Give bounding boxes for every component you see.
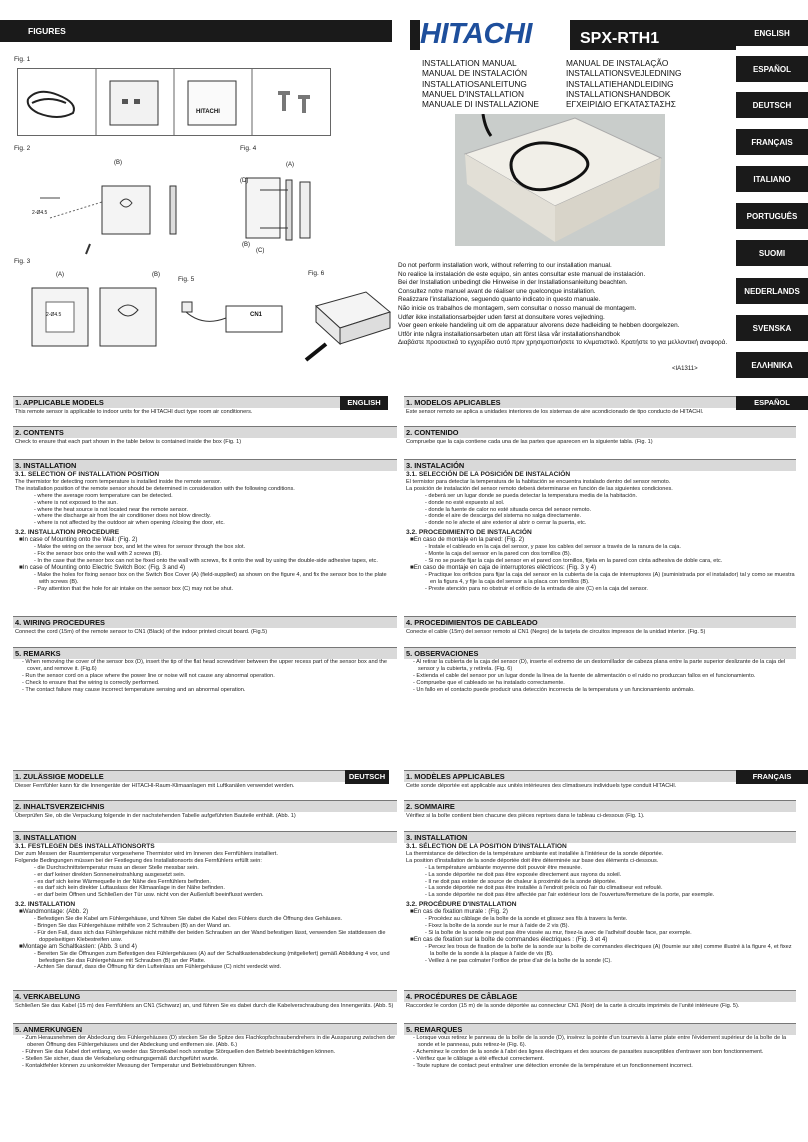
de-s2-text: Überprüfen Sie, ob die Verpackung folgende in der nachstehenden Tabelle aufgeführten Bauteile enthält. (Abb. 1) (15, 813, 296, 819)
fig5-label-cn1: CN1 (250, 312, 263, 318)
lang-tab-suomi[interactable] (736, 240, 808, 266)
es-s32a: ■En caso de montaje en la pared: (Fig. 2) (410, 536, 525, 544)
fr-s5-item: - Toute rupture de contact peut entraîner une détection erronée de la température et un fonctionnement incorrect. (413, 1062, 693, 1069)
warning-line: Não inicie os trabalhos de montagem, sem consultar o nosso manual de montagem. (398, 304, 637, 312)
fig1-box (17, 68, 331, 136)
fig2-label-2m: 2-Ø4.5 (32, 210, 48, 216)
warning-line: Udfør ikke installationsarbejder uden først at donsultere vores vejledning. (398, 313, 605, 321)
es-s32-item: - Preste atención para no obstruir el orificio de la entrada de aire (C) en la caja del sensor. (425, 585, 648, 592)
fig1-drawing (18, 69, 330, 135)
fr-s32a: ■En cas de fixation murale : (Fig. 2) (410, 908, 508, 916)
es-s32-header: 3.2. PROCEDIMIENTO DE INSTALACIÓN (406, 529, 532, 537)
model-number: SPX-RTH1 (580, 30, 660, 47)
lang-tab-italiano[interactable] (736, 166, 808, 192)
de-s31-header: 3.1. FESTLEGEN DES INSTALLATIONSORTS (15, 843, 155, 850)
lang-tab-label: ITALIANO (753, 174, 791, 184)
lang-tab-label: FRANÇAIS (751, 137, 793, 147)
german-column (13, 770, 345, 792)
fr-s32-header: 3.2. PROCÉDURE D'INSTALLATION (406, 901, 517, 909)
spanish-column-e (404, 647, 796, 694)
es-s5-header: 5. OBSERVACIONES (404, 647, 796, 659)
en-s2-text: Check to ensure that each part shown in the table below is contained inside the box (Fig. 1) (15, 439, 242, 445)
fig2-drawing (20, 158, 195, 258)
spanish-column-c (404, 459, 796, 592)
fr-s5-item: - Acheminez le cordon de la sonde à l'abri des lignes électriques et des sources de parasites susceptibles d'entraver son bon fonctionnement. (413, 1048, 764, 1055)
de-s5-item: - Kontaktfehler können zu unkorrekter Messung der Temperatur und Betriebsstörungen führen. (22, 1062, 257, 1069)
en-s5-item: - The contact failure may cause incorrect temperature sensing and an abnormal operation. (22, 686, 246, 693)
fig1-label: Fig. 1 (14, 56, 31, 63)
fr-s31a: La thermistance de détection de la température ambiante est installée à l'intérieur de la sonde déportée. (406, 850, 664, 857)
de-s31-item: - die Durchschnittstemperatur muss an dieser Stelle messbar sein. (34, 864, 199, 871)
es-s32-item: - Instale el cableado en la caja del sensor, y pase los cables del sensor a través de la ranura de la caja. (425, 544, 681, 551)
fig4-label-a: (A) (286, 162, 294, 168)
es-s32-item: - Si no se puede fijar la caja del sensor en el pared con tornillos, fíjela en la pared con cinta adhesiva de doble cara, etc. (425, 557, 723, 564)
warning-line: Consultez notre manuel avant de réaliser une quelconque installation. (398, 287, 596, 295)
de-s5-item: - Zum Herausnehmen der Abdeckung des Fühlergehäuses (D) stecken Sie die Spitze des Flachkopfschraubendrehers in die Aussparung zwischen der oberen Öffnung des Fühlergehäuses und der Abdeckung und entfernen sie. (Abb. 6.) (22, 1035, 396, 1048)
fig4-label-d: (D) (240, 178, 249, 184)
es-s5-item: - Un fallo en el contacto puede producir una detección incorrecta de la temperatura y un funcionamiento anómalo. (413, 686, 695, 693)
es-s31-item: - donde la fuente de calor no esté situada cerca del sensor remoto. (425, 506, 592, 513)
warning-line: Do not perform installation work, without referring to our installation manual. (398, 262, 612, 269)
en-s5-item: - Check to ensure that the wiring is correctly performed. (22, 679, 160, 686)
manual-title: INSTALLATIOSANLEITUNG (422, 78, 527, 89)
es-s4-text: Conecte el cable (15m) del sensor remoto al CN1 (Negro) de la tarjeta de circuitos impresos de la unidad interior. (Fig. 5) (406, 629, 706, 635)
german-column-c (13, 831, 397, 971)
francais-tag: FRANÇAIS (736, 770, 808, 784)
de-s1-text: Dieser Fernfühler kann für die Innengeräte der HITACHI-Raum-Klimaanlagen mit Luftkanälen verwendet werden. (15, 783, 295, 789)
en-s5-header: 5. REMARKS (13, 647, 397, 659)
deutsch-tag: DEUTSCH (345, 770, 389, 784)
en-s3-header: 3. INSTALLATION (13, 459, 397, 471)
de-s4-text: Schließen Sie das Kabel (15 m) des Fernfühlers an CN1 (Schwarz) an, und führen Sie es dabei durch die Kabelverschraubung des Innengeräts. (Abb. 5) (15, 1003, 394, 1009)
es-s2-text: Compruebe que la caja contiene cada una de las partes que aparecen en la siguiente tabla. (Fig. 1) (406, 439, 653, 445)
de-s2-header: 2. INHALTSVERZEICHNIS (13, 800, 397, 812)
en-s32a: ■In case of Mounting onto the Wall: (Fig. 2) (19, 536, 138, 544)
es-s31b: La posición de instalación del sensor remoto deberá determinarse en función de las siguientes condiciones. (406, 485, 673, 492)
spanish-column (404, 396, 736, 418)
de-s31-item: - es darf sich keine Wärmequelle in der Nähe des Fernfühlers befinden. (34, 878, 211, 885)
lang-tab-english[interactable] (736, 20, 808, 46)
fig1-brand-small: HITACHI (196, 109, 220, 115)
english-column-e (13, 647, 397, 694)
de-s31a: Der zum Messen der Raumtemperatur vorgesehene Thermistor wird im Inneren des Fernfühlers installiert. (15, 850, 278, 857)
lang-tab-svenska[interactable] (736, 315, 808, 341)
de-s4-header: 4. VERKABELUNG (13, 990, 397, 1002)
fr-s32-item: - Si la boîte de la sonde ne peut pas être vissée au mur, fixez-la avec de l'adhésif double face, par exemple. (425, 929, 692, 936)
es-s1-header: 1. MODELOS APLICABLES (404, 396, 736, 408)
fig3-drawing (20, 270, 180, 360)
lang-tab-label: ENGLISH (754, 28, 790, 38)
spanish-column-b (404, 426, 796, 448)
fig4-label: Fig. 4 (240, 145, 257, 152)
fr-s31-item: - La sonde déportée ne doit pas être affectée par l'air extérieur lors de l'ouverture/fermeture de la porte, par exemple. (425, 892, 715, 899)
figures-label: FIGURES (28, 26, 66, 36)
espanol-tag: ESPAÑOL (736, 396, 808, 410)
de-s31-item: - er darf keiner direkten Sonneneinstrahlung ausgesetzt sein. (34, 871, 186, 878)
fr-s32-item: - Veillez à ne pas colmater l'orifice de prise d'air de la boîte de la sonde (C). (425, 957, 612, 964)
en-s1-header: 1. APPLICABLE MODELS (13, 396, 340, 408)
es-s32c: ■En caso de montaje en caja de interruptores eléctricos: (Fig. 3 y 4) (410, 563, 597, 571)
warning-line: Realizzare l'installazione, seguendo quanto indicato in questo manuale. (398, 296, 601, 304)
fr-s32-item: - Procédez au câblage de la boîte de la sonde et glissez ses fils à travers la fente. (425, 916, 628, 923)
en-s31-item: - where the heat source is not located near the remote sensor. (34, 506, 188, 513)
lang-tab-portugues[interactable] (736, 203, 808, 229)
es-s5-item: - Compruebe que el cableado se ha instalado correctamente. (413, 679, 565, 686)
en-s31b: The installation position of the remote sensor should be determined in consideration with the following conditions. (15, 485, 295, 492)
fr-s32-item: - Percez les trous de fixation de la boîte de la sonde sur la boîte de commandes électriques (A) (fournie sur site) comme illustré à la figure 4, et fixez la boîte de la sonde à la plaque à l'aide de vis (B). (425, 943, 792, 957)
lang-tab-nederlands[interactable] (736, 278, 808, 304)
de-s5-item: - Führen Sie das Kabel dort entlang, wo weder das Stromkabel noch sonstige Störquellen den Betrieb beeinträchtigen können. (22, 1048, 336, 1055)
en-s32-item: - Make the wiring on the sensor box, and let the wires for sensor through the box slot. (34, 544, 246, 551)
de-s1-header: 1. ZULÄSSIGE MODELLE (13, 770, 345, 782)
manual-title: MANUALE DI INSTALLAZIONE (422, 99, 539, 110)
es-s5-item: - Extienda el cable del sensor por un lugar donde la línea de la fuente de alimentación o el ruido no produzcan fallos en el funcionamiento. (413, 672, 756, 679)
es-s32-item: - Monte la caja del sensor en la pared con dos tornillos (B). (425, 550, 572, 557)
manual-title: INSTALLATIONSHANDBOK (566, 88, 671, 99)
es-s2-header: 2. CONTENIDO (404, 426, 796, 438)
fig5-drawing (180, 288, 300, 348)
fr-s31b: La position d'installation de la sonde déportée doit être déterminée sur base des éléments ci-dessous. (406, 857, 659, 864)
es-s31-item: - donde el aire de descarga del sistema no salga directamente. (425, 513, 582, 520)
fig4-label-b: (B) (242, 242, 250, 248)
fig2-label: Fig. 2 (14, 145, 31, 152)
en-s4-header: 4. WIRING PROCEDURES (13, 616, 397, 628)
de-s32c: ■Montage am Schaltkasten: (Abb. 3 und 4) (19, 942, 137, 950)
manual-title: MANUAL DE INSTALAÇÃO (566, 58, 669, 68)
fig6-drawing (296, 282, 392, 366)
en-s32-item: - Pay attention that the hole for air intake on the sensor box (C) may not be shut. (34, 585, 233, 592)
product-photo (455, 114, 665, 246)
es-s3-header: 3. INSTALACIÓN (404, 459, 796, 471)
french-column-e (404, 1023, 796, 1070)
fig4-drawing (230, 158, 330, 266)
fr-s31-item: - La sonde déportée ne doit pas être installée à l'endroit précis où l'air du climatiseur est refoulé. (425, 885, 663, 892)
manual-title: MANUEL D'INSTALLATION (422, 88, 524, 99)
en-s31-item: - where is not affected by the outdoor air when opening /closing the door, etc. (34, 520, 225, 527)
de-s31-item: - es darf sich kein direkter Luftauslass der Klimaanlage in der Nähe befinden. (34, 885, 225, 892)
de-s32a: ■Wandmontage: (Abb. 2) (19, 908, 89, 916)
manual-title: INSTALLATIEHANDLEIDING (566, 78, 674, 89)
en-s31-item: - where the average room temperature can be detected. (34, 492, 173, 499)
fr-s2-text: Vérifiez si la boîte contient bien chacune des pièces reprises dans le tableau ci-dessous (Fig. 1). (406, 813, 645, 819)
english-column-c (13, 459, 397, 592)
fig4-label-c: (C) (256, 248, 265, 254)
de-s32-item: - Bringen Sie das Fühlergehäuse mithilfe von 2 Schrauben (B) an der Wand an. (34, 922, 231, 929)
fr-s5-item: - Lorsque vous retirez le panneau de la boîte de la sonde (D), insérez la pointe d'un tournevis à lame plate entre l'évidement supérieur de la boîte de la sonde et le panneau, puis retirez-le (Fig. 6). (413, 1035, 787, 1048)
lang-tab-label: NEDERLANDS (744, 286, 800, 296)
lang-tab-label: SVENSKA (752, 323, 792, 333)
warning-block (398, 262, 732, 348)
fr-s4-text: Raccordez le cordon (15 m) de la sonde déportée au connecteur CN1 (Noir) de la carte à circuits imprimés de l'unité intérieure (Fig. 5). (406, 1003, 740, 1009)
german-column-e (13, 1023, 397, 1070)
de-s32-header: 3.2. INSTALLATION (15, 901, 76, 909)
de-s32-item: - Achten Sie darauf, dass die Öffnung für den Lufteinlass am Fühlergehäuse (C) nicht verdeckt wird. (34, 964, 282, 971)
manual-titles-left (422, 58, 572, 109)
es-s32-item: - Practique los orificios para fijar la caja del sensor en la cubierta de la caja de interruptores (A) (suministrada por el instalador) tal y como se muestra en la figura 4, y fije la caja del sensor a la placa con tornillos (B). (425, 571, 795, 585)
en-s32-header: 3.2. INSTALLATION PROCEDURE (15, 529, 120, 537)
lang-tab-label: DEUTSCH (752, 100, 792, 110)
es-s31-item: - deberá ser un lugar donde se pueda detectar la temperatura media de la habitación. (425, 492, 638, 499)
de-s31b: Folgende Bedingungen müssen bei der Festlegung des Installationsorts des Fernfühlers erfüllt sein: (15, 857, 262, 864)
de-s32-item: - Bereiten Sie die Öffnungen zum Befestigen des Fühlergehäuses (A) auf der Schaltkastenabdeckung (mitgeliefert) gemäß Abbildung 4 vor, und befestigen Sie das Fühlergehäuse mit Schrauben (B) an der Platte. (34, 950, 390, 964)
fig3-label: Fig. 3 (14, 258, 31, 265)
en-s32-item: - Fix the sensor box onto the wall with 2 screws (B). (34, 550, 162, 557)
warning-line: Bei der Installation unbedingt die Hinweise in der Installationsanleitung beachten. (398, 279, 628, 287)
en-s32-item: - In the case that the sensor box can not be fixed onto the wall with screws, fix it onto the wall by using the double-side adhesive tapes, etc. (34, 557, 378, 564)
en-s2-header: 2. CONTENTS (13, 426, 397, 438)
fr-s32c: ■En cas de fixation sur la boîte de commandes électriques : (Fig. 3 et 4) (410, 935, 608, 943)
warning-line: Διαβάστε προσεκτικά το εγχειρίδιο αυτό πριν χρησιμοποιήσετε το κλιματιστικό. Κρατήστε το για μελλοντική αναφορά. (398, 339, 728, 347)
brand-logo: HITACHI (420, 18, 532, 50)
german-column-b (13, 800, 397, 822)
en-s31-item: - where the discharge air from the air conditioner does not blow directly. (34, 513, 211, 520)
lang-tab-greek[interactable] (736, 352, 808, 378)
manual-titles-right (566, 58, 736, 109)
fr-s32-item: - Fixez la boîte de la sonde sur le mur à l'aide de 2 vis (B). (425, 922, 570, 929)
en-s5-item: - Run the sensor cord on a place where the power line or noise will not cause any abnormal operation. (22, 672, 275, 679)
en-s1-text: This remote sensor is applicable to indoor units for the HITACHI duct type room air conditioners. (15, 409, 253, 415)
lang-tab-label: PORTUGUÊS (746, 211, 798, 221)
lang-tab-francais[interactable] (736, 129, 808, 155)
figures-header (0, 20, 392, 42)
fig6-label: Fig. 6 (308, 270, 325, 277)
en-s4-text: Connect the cord (15m) of the remote sensor to CN1 (Black) of the indoor printed circuit board. (Fig.5) (15, 629, 268, 635)
lang-tab-deutsch[interactable] (736, 92, 808, 118)
en-s31-item: - where is not exposed to the sun. (34, 499, 118, 506)
es-s31-header: 3.1. SELECCIÓN DE LA POSICIÓN DE INSTALACIÓN (406, 471, 571, 478)
french-column-d (404, 990, 796, 1012)
de-s5-header: 5. ANMERKUNGEN (13, 1023, 397, 1035)
fr-s31-item: - Il ne doit pas exister de source de chaleur à proximité de la sonde déportée. (425, 878, 617, 885)
english-tag: ENGLISH (340, 396, 388, 410)
fr-s3-header: 3. INSTALLATION (404, 831, 796, 843)
english-column-d (13, 616, 397, 638)
fr-s31-item: - La température ambiante moyenne doit pouvoir être mesurée. (425, 864, 583, 871)
english-column (13, 396, 340, 418)
warning-line: Utför inte några installationsarbeten utan att först läsa vår installationshandbok (398, 330, 621, 338)
french-column-b (404, 800, 796, 822)
es-s5-item: - Al retirar la cubierta de la caja del sensor (D), inserte el extremo de un destornillador de cabeza plana entre la parte superior deslizante de la caja del sensor y la cubierta, y retírela. (Fig. 6) (413, 659, 786, 672)
doc-code: <IA1311> (672, 366, 698, 372)
en-s31a: The thermistor for detecting room temperature is installed inside the remote sensor. (15, 478, 222, 485)
de-s3-header: 3. INSTALLATION (13, 831, 397, 843)
manual-title: INSTALLATIONSVEJLEDNING (566, 68, 682, 79)
fr-s31-header: 3.1. SÉLECTION DE LA POSITION D'INSTALLATION (406, 843, 567, 850)
de-s31-item: - er darf beim Öffnen und Schließen der Tür usw. nicht von der Außenluft beeinflusst werden. (34, 892, 264, 899)
fr-s2-header: 2. SOMMAIRE (404, 800, 796, 812)
warning-line: Voer geen enkele handeling uit om de apparatuur alvorens deze hadleiding te hebben doorgelezen. (398, 322, 680, 330)
en-s32-item: - Make the holes for fixing sensor box on the Switch Box Cover (A) (field-supplied) as shown on the figure 4, and fix the sensor box to the plate with screws (B). (34, 571, 387, 585)
fig5-label: Fig. 5 (178, 276, 195, 283)
lang-tab-label: SUOMI (758, 248, 786, 258)
french-column-c (404, 831, 796, 964)
en-s32c: ■In case of Mounting onto Electric Switch Box: (Fig. 3 and 4) (19, 563, 186, 571)
lang-tab-label: ESPAÑOL (752, 64, 792, 74)
es-s31-item: - donde no esté expuesto al sol. (425, 499, 505, 506)
en-s5-item: - When removing the cover of the sensor box (D), insert the tip of the flat head screwdriver between the upper recess part of the sensor box and the cover, and remove it. (Fig.6) (22, 659, 388, 672)
fig3-label-b: (B) (152, 272, 160, 278)
es-s31-item: - donde no le afecte el aire exterior al abrir o cerrar la puerta, etc. (425, 520, 587, 527)
manual-title: ΕΓΧΕΙΡΙΔΙΟ ΕΓΚΑΤΑΣΤΑΣΗΣ (566, 99, 676, 110)
lang-tab-label: ΕΛΛΗΝΙΚΑ (751, 360, 793, 370)
de-s32-item: - Befestigen Sie die Kabel am Fühlergehäuse, und führen Sie dabei die Kabel des Fühlers durch die Öffnung des Gehäuses. (34, 916, 343, 923)
fig3-label-a: (A) (56, 272, 64, 278)
fr-s1-header: 1. MODÈLES APPLICABLES (404, 770, 736, 782)
fr-s5-header: 5. REMARQUES (404, 1023, 796, 1035)
english-column-b (13, 426, 397, 448)
manual-title: INSTALLATION MANUAL (422, 58, 517, 68)
fr-s5-item: - Vérifiez que le câblage a été effectué correctement. (413, 1055, 545, 1062)
lang-tab-espanol[interactable] (736, 56, 808, 82)
fig2-label-b: (B) (114, 160, 122, 166)
german-column-d (13, 990, 397, 1012)
fr-s31-item: - La sonde déportée ne doit pas être exposée directement aux rayons du soleil. (425, 871, 622, 878)
en-s31-header: 3.1. SELECTION OF INSTALLATION POSITION (15, 471, 160, 478)
de-s5-item: - Stellen Sie sicher, dass die Verkabelung ordnungsgemäß durchgeführt wurde. (22, 1055, 219, 1062)
fr-s4-header: 4. PROCÉDURES DE CÂBLAGE (404, 990, 796, 1002)
de-s32-item: - Für den Fall, dass sich das Fühlergehäuse nicht mithilfe der beiden Schrauben an der Wand befestigen lässt, verwenden Sie stattdessen die doppelseitigen Klebestreifen usw. (34, 929, 386, 943)
manual-title: MANUAL DE INSTALACIÓN (422, 68, 528, 79)
es-s1-text: Este sensor remoto se aplica a unidades interiores de los sistemas de aire acondicionado de tipo conducto de HITACHI. (406, 409, 704, 415)
es-s31a: El termistor para detectar la temperatura de la habitación se encuentra instalado dentro del sensor remoto. (406, 478, 671, 485)
warning-line: No realice la instalación de este equipo, sin antes consultar este manual de instalación. (398, 270, 646, 278)
fig3-label-2m: 2-Ø4.5 (46, 312, 62, 318)
french-column (404, 770, 736, 792)
fr-s1-text: Cette sonde déportée est applicable aux unités intérieures des climatiseurs individuels type conduit HITACHI. (406, 783, 677, 789)
spanish-column-d (404, 616, 796, 638)
es-s4-header: 4. PROCEDIMIENTOS DE CABLEADO (404, 616, 796, 628)
